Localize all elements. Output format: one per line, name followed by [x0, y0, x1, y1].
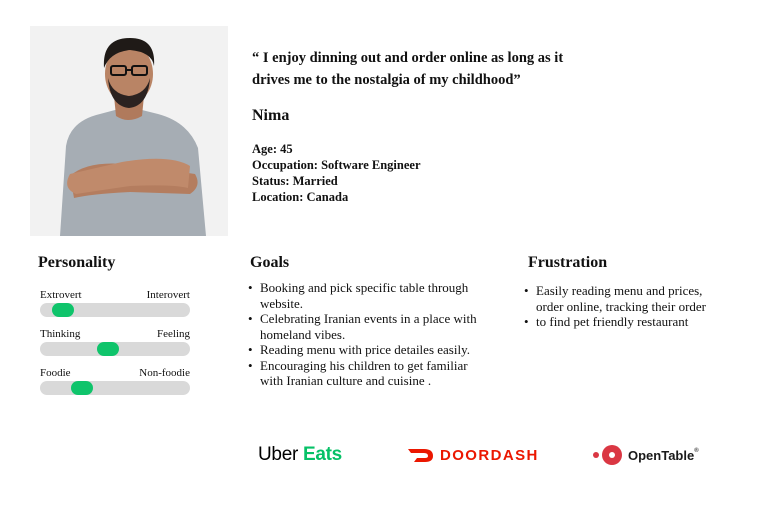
- frustration-list: [524, 283, 719, 330]
- uber-eats-logo-eats: Eats: [302, 444, 342, 465]
- list-item: • Booking and pick specific table through website.: [248, 280, 483, 311]
- trait-right-label: Interovert: [146, 289, 190, 301]
- uber-eats-logo-uber: Uber: [258, 444, 298, 465]
- opentable-mark-icon: [592, 444, 624, 466]
- opentable-wordmark: [628, 448, 699, 463]
- trait-knob: [97, 342, 119, 356]
- trait-track: [40, 381, 190, 395]
- list-item: • Encouraging his children to get familiar with Iranian culture and cuisine .: [248, 358, 483, 389]
- trait-left-label: Extrovert: [40, 289, 82, 301]
- trait-left-label: Thinking: [40, 328, 81, 340]
- opentable-registered-mark: ®: [694, 447, 699, 454]
- trait-left-label: Foodie: [40, 367, 71, 379]
- doordash-mark-icon: [408, 447, 434, 463]
- opentable-name: OpenTable: [628, 447, 695, 463]
- persona-quote: “ I enjoy dinning out and order online as long as it drives me to the nostalgia of my childhood”: [252, 50, 564, 88]
- trait-track: [40, 342, 190, 356]
- persona-status: Status: Married: [252, 174, 338, 188]
- trait-right-label: Non-foodie: [139, 367, 190, 379]
- trait-right-label: Feeling: [157, 328, 190, 340]
- goals-heading: Goals: [250, 254, 290, 271]
- list-item: • Easily reading menu and prices, order online, tracking their order: [524, 283, 719, 314]
- trait-slider-extrovert: [40, 289, 190, 319]
- trait-slider-thinking: [40, 328, 190, 358]
- persona-name: Nima: [252, 107, 290, 124]
- trait-knob: [71, 381, 93, 395]
- opentable-logo: [592, 440, 699, 470]
- persona-occupation: Occupation: Software Engineer: [252, 158, 421, 172]
- list-item: • to find pet friendly restaurant: [524, 314, 719, 330]
- persona-age: Age: 45: [252, 142, 293, 156]
- trait-track: [40, 303, 190, 317]
- list-item: • Reading menu with price detailes easily.: [248, 342, 483, 358]
- persona-photo-illustration: [30, 26, 228, 236]
- personality-heading: Personality: [38, 254, 116, 271]
- trait-knob: [52, 303, 74, 317]
- persona-photo: [30, 26, 228, 236]
- persona-location: Location: Canada: [252, 190, 349, 204]
- goals-list: [248, 280, 483, 389]
- frustration-heading: Frustration: [528, 254, 608, 271]
- doordash-logo: [408, 440, 539, 470]
- doordash-wordmark: DOORDASH: [440, 446, 539, 464]
- list-item: • Celebrating Iranian events in a place with homeland vibes.: [248, 311, 483, 342]
- persona-details: [252, 141, 421, 205]
- trait-slider-foodie: [40, 367, 190, 397]
- uber-eats-logo: [258, 440, 342, 470]
